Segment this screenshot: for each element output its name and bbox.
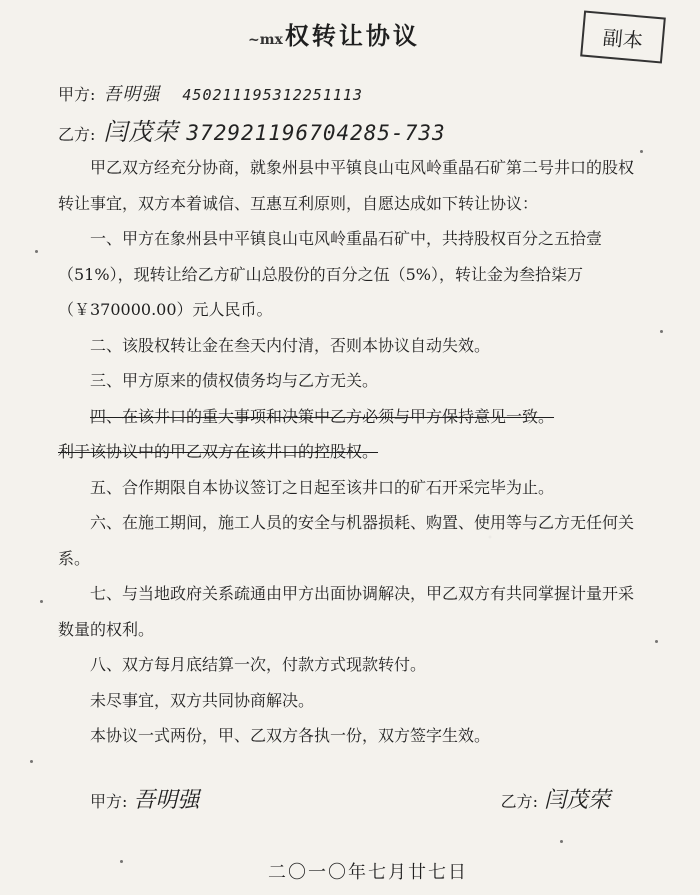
clause-7: 七、与当地政府关系疏通由甲方出面协调解决，甲乙双方有共同掌握计量开采数量的权利。 [58, 584, 635, 639]
scan-speck [30, 760, 33, 763]
title-text: 权转让协议 [284, 21, 420, 50]
party-a-line [58, 80, 363, 106]
scan-speck [655, 640, 658, 643]
clause-4: 四、在该井口的重大事项和决策中乙方必须与甲方保持意见一致。 [90, 406, 555, 426]
clause-8: 八、双方每月底结算一次，付款方式现款转付。 [90, 655, 427, 674]
paragraph-intro: 甲乙双方经充分协商，就象州县中平镇良山屯风岭重晶石矿第二号井口的股权转让事宜，双方本着诚信、互惠互利原则，自愿达成如下转让协议： [58, 158, 635, 213]
signature-b-handwritten: 闫茂荣 [543, 788, 610, 813]
party-b-id: 372921196704285-733 [186, 121, 446, 145]
party-b-name: 闫茂荣 [103, 118, 179, 146]
signature-party-a [90, 783, 199, 814]
signature-row [90, 783, 610, 814]
party-b-line [58, 112, 446, 147]
agreement-body [58, 150, 644, 754]
scan-speck [120, 860, 123, 863]
clause-unresolved: 未尽事宜，双方共同协商解决。 [90, 690, 315, 710]
signature-party-b [501, 783, 610, 814]
clause-1: 一、甲方在象州县中平镇良山屯风岭重晶石矿中，共持股权百分之五拾壹（51%），现转让给乙方矿山总股份的百分之伍（5%），转让金为叁拾柒万（￥370000.00）元人民币。 [58, 229, 603, 319]
scan-speck [40, 600, 43, 603]
clause-4-continued: 利于该协议中的甲乙双方在该井口的控股权。 [58, 442, 379, 461]
signature-b-label: 乙方: [500, 792, 538, 811]
agreement-date: 二〇一〇年七月廿七日 [268, 862, 468, 883]
party-a-name: 吾明强 [103, 84, 161, 105]
party-b-label: 乙方: [58, 125, 96, 144]
clause-6: 六、在施工期间，施工人员的安全与机器损耗、购置、使用等与乙方无任何关系。 [58, 513, 635, 568]
clause-3: 三、甲方原来的债权债务均与乙方无关。 [90, 371, 379, 390]
party-a-label: 甲方: [58, 85, 96, 104]
title-smudge: ~mx [248, 32, 283, 48]
scan-speck [35, 250, 38, 253]
scan-speck [660, 330, 663, 333]
clause-5: 五、合作期限自本协议签订之日起至该井口的矿石开采完毕为止。 [90, 477, 555, 497]
scan-speck [560, 840, 563, 843]
signature-a-label: 甲方: [90, 792, 128, 811]
clause-2: 二、该股权转让金在叁天内付清，否则本协议自动失效。 [90, 335, 491, 355]
scan-speck [640, 150, 643, 153]
copy-stamp: 副本 [580, 11, 666, 64]
signature-a-handwritten: 吾明强 [133, 788, 200, 813]
document-title [248, 16, 420, 51]
clause-copies: 本协议一式两份，甲、乙双方各执一份，双方签字生效。 [90, 726, 491, 745]
party-a-id: 450211195312251113 [182, 86, 363, 104]
